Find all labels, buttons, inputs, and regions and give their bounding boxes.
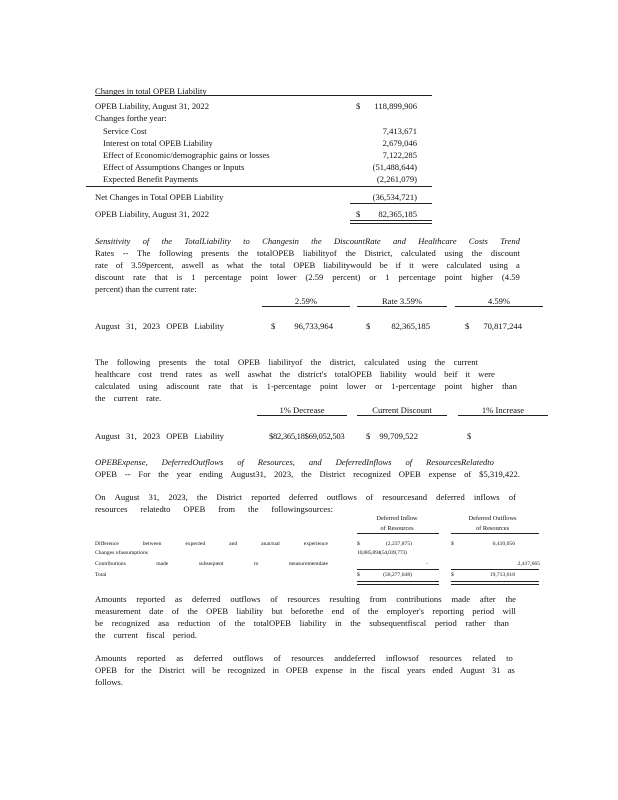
sensitivity-line-4: discount rate that is 1 percentage point lower (2.59 percent) or 1 percentage point higher (4.59 xyxy=(95,272,520,282)
subtotal-rule xyxy=(86,186,432,187)
col-decrease: 1% Decrease xyxy=(279,405,325,415)
discount-d2: $ xyxy=(366,321,371,331)
benefit-payments-value: (2,261,079) xyxy=(376,174,417,184)
discount-row-label: August 31, 2023 OPEB Liability xyxy=(95,321,224,331)
trend-rule-1 xyxy=(257,415,347,416)
deferred-intro-line-1: On August 31, 2023, the District reported deferred outflows of resourcesand deferred inflows of xyxy=(95,492,516,502)
trend-line-3: calculated using adiscount rate that is 1-percentage point lower or 1-percentage point higher than xyxy=(95,381,517,391)
outflow-head-2: of Resources xyxy=(475,525,510,532)
sensitivity-line-5: percent) than the current rate: xyxy=(95,284,197,294)
closing-balance-value: 82,365,185 xyxy=(378,209,417,219)
opening-dollar: $ xyxy=(356,101,361,111)
row-total-dollar: $ xyxy=(357,572,360,578)
row-contributions-outflow: 2,417,665 xyxy=(517,561,540,567)
inflow-head-1: Deferred Inflow xyxy=(376,515,418,522)
interest-value: 2,679,046 xyxy=(382,138,417,148)
closing-dollar: $ xyxy=(356,209,361,219)
trend-line-2: healthcare cost trend rates as well aswhat the district's totalOPEB liability would beif it were xyxy=(95,369,495,379)
total-outflow-rule xyxy=(451,569,539,570)
contrib-line-2: measurement date of the OPEB liability but beforethe end of the employer's reporting period will xyxy=(95,606,516,616)
row-contributions-label: Contributions made subsequent to measurementdate xyxy=(95,561,328,567)
outflow-head-rule xyxy=(451,533,539,534)
discount-d1: $ xyxy=(271,321,276,331)
total-inflow-rule xyxy=(357,569,439,570)
closing-balance-label: OPEB Liability, August 31, 2022 xyxy=(95,209,210,219)
row-difference-dollar: $ xyxy=(357,541,360,547)
discount-v3: 70,817,244 xyxy=(483,321,522,331)
opening-balance-label: OPEB Liability, August 31, 2022 xyxy=(95,101,210,111)
amort-line-1: Amounts reported as deferred outflows of resources anddeferred inflowsof resources related to xyxy=(95,653,513,663)
row-total-label: Total xyxy=(95,572,107,578)
deferred-intro-line-2: resources relatedto OPEB from the followingsources: xyxy=(95,504,333,514)
service-cost-value: 7,413,671 xyxy=(382,126,417,136)
trend-rule-3 xyxy=(458,415,548,416)
sensitivity-line-3: rate of 3.59percent, aswell as what the total OPEB liabilitywould be if it were calculated using a xyxy=(95,260,520,270)
col-higher-rate: 4.59% xyxy=(487,296,511,306)
net-changes-label: Net Changes in Total OPEB Liability xyxy=(95,192,224,202)
row-assumptions-label: Changes ofassumptions xyxy=(95,550,148,556)
col-current-discount: Current Discount xyxy=(372,405,432,415)
interest-label: Interest on total OPEB Liability xyxy=(103,138,213,148)
changes-heading: Changes in total OPEB Liability xyxy=(95,86,207,96)
net-rule xyxy=(350,203,432,204)
total-inflow-double-rule xyxy=(357,581,439,585)
row-difference-outflow: 6,410,056 xyxy=(492,541,515,547)
closing-double-rule xyxy=(350,220,432,224)
sensitivity-line-1: Sensitivity of the TotalLiability to Changesin the DiscountRate and Healthcare Costs Trend xyxy=(95,236,520,246)
trend-row-label: August 31, 2023 OPEB Liability xyxy=(95,431,224,441)
discount-d3: $ xyxy=(465,321,470,331)
col-increase: 1% Increase xyxy=(481,405,525,415)
row-contributions-dash: - xyxy=(426,561,428,567)
row-assumptions-inflow: 10,885,894(54,039,773) xyxy=(357,550,407,556)
trend-v2: 99,709,522 xyxy=(379,431,418,441)
opening-balance-value: 118,899,906 xyxy=(374,101,417,111)
trend-d2: $ xyxy=(366,431,371,441)
total-outflow-double-rule xyxy=(451,581,539,585)
sensitivity-line-2: Rates -- The following presents the totalOPEB liabilityof the District, calculated using the discount xyxy=(95,248,520,258)
row-total-inflow: (56,277,648) xyxy=(383,572,412,578)
col-rule-1 xyxy=(262,306,350,307)
trend-v1: $82,365,18$69,052,503 xyxy=(269,431,345,441)
discount-v2: 82,365,185 xyxy=(391,321,430,331)
assumptions-effect-label: Effect of Assumptions Changes or Inputs xyxy=(103,162,245,172)
net-changes-value: (36,534,721) xyxy=(372,192,417,202)
expense-line-2: OPEB -- For the year ending August31, 2023, the District recognized OPEB expense of $5,319,422. xyxy=(95,469,520,479)
outflow-head-1: Deferred Outflows xyxy=(468,515,517,522)
contrib-line-1: Amounts reported as deferred outflows of resources resulting from contributions made after the xyxy=(95,594,516,604)
row-difference-label: Difference between expected and anactual experience xyxy=(95,541,328,547)
inflow-head-2: of Resources xyxy=(380,525,414,532)
heading-rule xyxy=(95,95,432,96)
assumptions-effect-value: (51,488,644) xyxy=(372,162,417,172)
changes-for-year-label: Changes forthe year: xyxy=(95,113,167,123)
row-total-outflow: 19,713,618 xyxy=(489,572,515,578)
amort-line-2: OPEB for the District will be recognized in OPEB expense in the fiscal years ended August 31 as xyxy=(95,665,515,675)
amort-line-3: follows. xyxy=(95,677,123,687)
col-rule-3 xyxy=(455,306,543,307)
economic-effect-value: 7,122,285 xyxy=(382,150,417,160)
row-difference-dollar2: $ xyxy=(451,541,454,547)
benefit-payments-label: Expected Benefit Payments xyxy=(103,174,198,184)
row-total-dollar2: $ xyxy=(451,572,454,578)
trend-line-1: The following presents the total OPEB liabilityof the district, calculated using the current xyxy=(95,357,478,367)
trend-line-4: the current rate. xyxy=(95,393,162,403)
col-rule-2 xyxy=(357,306,447,307)
trend-d3: $ xyxy=(467,431,472,441)
col-current-rate: Rate 3.59% xyxy=(381,296,423,306)
col-lower-rate: 2.59% xyxy=(294,296,318,306)
row-difference-inflow: (2,237,875) xyxy=(385,541,412,547)
contrib-line-4: the current fiscal period. xyxy=(95,630,197,640)
trend-rule-2 xyxy=(357,415,447,416)
economic-effect-label: Effect of Economic/demographic gains or losses xyxy=(103,150,270,160)
expense-line-1: OPEBExpense, DeferredOutflows of Resources, and DeferredInflows of ResourcesRelatedto xyxy=(95,457,494,467)
contrib-line-3: be recognized asa reduction of the totalOPEB liability in the subsequentfiscal period rather than xyxy=(95,618,509,628)
service-cost-label: Service Cost xyxy=(103,126,147,136)
discount-v1: 96,733,964 xyxy=(294,321,333,331)
inflow-head-rule xyxy=(357,533,439,534)
